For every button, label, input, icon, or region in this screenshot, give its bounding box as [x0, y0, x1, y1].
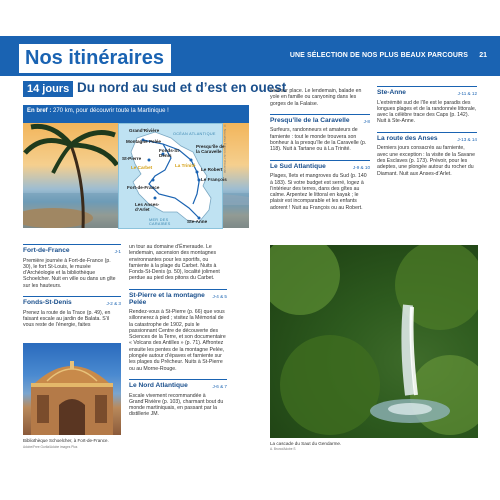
day-badge: J-1 [114, 249, 121, 254]
waterfall-illustration [270, 245, 478, 438]
brief-label: En bref : [27, 108, 52, 114]
map-label-grand-riviere: Grand’Rivière [129, 128, 160, 133]
map-label-fort-de-france: Fort-de-France [127, 185, 160, 190]
map-label-ste-anne: Ste-Anne [187, 219, 208, 224]
column-2 [129, 244, 227, 425]
day-badge: J-2 & 3 [106, 301, 121, 307]
section-title-presquile: Presqu’île de la Caravelle J-8 [270, 114, 370, 126]
map-label-anses-darlet: Les Anses-d’Arlet [135, 202, 160, 212]
section-text-fonds-st-denis: Prenez la route de la Trace (p. 49), en faisant escale au jardin de Balata. S’il vous reste de l’énergie, faites [23, 309, 111, 329]
map-label-fonds-st-denis: Fonds-St-Denis [159, 148, 181, 158]
page-title: Nos itinéraires [19, 44, 171, 73]
day-badge: J-9 & 10 [352, 164, 370, 170]
waterfall-credit: A. Bruno/Adobe S [270, 447, 296, 451]
section-title-st-pierre: St-Pierre et la montagne Pelée J-4 & 5 [129, 289, 227, 307]
library-credit: Adobe/Free Gorila/Adobe images Plus [23, 445, 78, 449]
section-text-route-des-anses: Derniers jours consacrés au farniente, avec une exception : la visite de la Savane des Esclaves (p. 173). Prévoir, pour les adeptes, une plongée autour du rocher du Diamant. Nuit aux Anses-d’Arlet. [377, 145, 476, 177]
day-badge: J-8 [363, 118, 370, 124]
section-text-nord-atlantique: Escale vivement recommandée à Grand’Rivière (p. 103), charmant bout du monde martiniquais, en passant par la distillerie JM. [129, 392, 224, 418]
brief-text: 270 km, pour découvrir toute la Martinique ! [51, 108, 169, 114]
map-label-le-francois: Le François [201, 177, 227, 182]
intro-text-col2: un tour au domaine d’Émeraude. Le lendemain, ascension des montagnes environnantes pour les sportifs, ou farniente à la plage du Carbet. Nuits à Fonds-St-Denis (p. 50), localité joliment perdue au pied des pitons du Carbet. [129, 244, 220, 282]
waterfall-photo [270, 245, 478, 438]
page-number: 21 [479, 52, 487, 59]
column-3 [270, 88, 370, 218]
section-text-sud-atlantique: Plages, îlets et mangroves du Sud (p. 140 à 183). Si votre budget est serré, logez à l’intérieur des terres, dans des gîtes au calme. Arpentez le littoral en kayak ; le plaisir est incomparable et les enfants adorent ! Nuit au François ou au Robert. [270, 173, 367, 211]
map-label-le-carbet: Le Carbet [131, 165, 153, 170]
column-4 [377, 86, 477, 184]
section-text-st-pierre: Rendez-vous à St-Pierre (p. 66) que vous sillonnerez à pied ; visitez la Mémorial de la catastrophe de 1902, puis le passionnant Centre de découverte des Sciences de la Terre, et son documentaire « Volcans des Antilles » (p. 71). Affrontez ensuite les pentes de la montagne Pelée, plongée autour d’épaves et farniente sur les plages du Prêcheur. Nuits à St-Pierre ou au Morne-Rouge. [129, 308, 226, 372]
map-label-le-robert: Le Robert [201, 167, 223, 172]
section-title-fort-de-france: Fort-de-France J-1 [23, 244, 121, 256]
section-title-ste-anne: Ste-Anne J-11 & 12 [377, 86, 477, 98]
section-title-nord-atlantique: Le Nord Atlantique J-6 & 7 [129, 379, 227, 391]
section-text-ste-anne: L’extrémité sud de l’île est le paradis des longues plages et de la randonnée littorale, avec la célèbre trace des Caps (p. 142). Nuit à Ste-Anne. [377, 99, 477, 125]
intro-text-col3: Nuit sur place. Le lendemain, balade en yole en famille ou canyoning dans les gorges de la Falaise. [270, 88, 362, 107]
route-title: Du nord au sud et d’est en ouest [77, 80, 287, 95]
section-text-presquile: Surfeurs, randonneurs et amateurs de farniente : tout le monde trouvera son bonheur à la presqu’île de la Caravelle (p. 118). Nuit à Tartane ou à La Trinité. [270, 127, 367, 153]
day-badge: J-13 & 14 [457, 136, 477, 142]
library-illustration [23, 343, 121, 435]
map-label-st-pierre: St-Pierre [122, 156, 142, 161]
section-text-fort-de-france: Première journée à Fort-de-France (p. 30), le fort St-Louis, le musée d’Archéologie et la bibliothèque Schoelcher. Nuit en ville ou dans un gîte sur les hauteurs. [23, 257, 116, 289]
map-label-la-trinite: La Trinité [175, 163, 196, 168]
day-badge: J-6 & 7 [212, 383, 227, 389]
map-sea-caribbean: MER DES CARAÏBES [149, 218, 171, 227]
library-caption: Bibliothèque Schoelcher, à Fort-de-France. [23, 438, 109, 443]
day-badge: J-4 & 5 [212, 293, 227, 299]
map-sea-atlantic: OCÉAN ATLANTIQUE [173, 132, 216, 136]
column-1 [23, 244, 121, 336]
days-badge: 14 jours [23, 81, 73, 97]
library-photo [23, 343, 121, 435]
section-title-route-des-anses: La route des Anses J-13 & 14 [377, 132, 477, 144]
map-credit: © Nouvelles Éditions de l'Université [223, 124, 227, 174]
section-title-fonds-st-denis: Fonds-St-Denis J-2 & 3 [23, 296, 121, 308]
section-subtitle: UNE SÉLECTION DE NOS PLUS BEAUX PARCOURS [289, 52, 468, 59]
waterfall-caption: La cascade du Saut du Gendarme. [270, 441, 342, 446]
map-label-presquile: Presqu’île de la Caravelle [196, 144, 225, 154]
section-title-sud-atlantique: Le Sud Atlantique J-9 & 10 [270, 160, 370, 172]
map-label-montagne-pelee: Montagne Pelée [126, 139, 161, 144]
day-badge: J-11 & 12 [457, 91, 477, 96]
